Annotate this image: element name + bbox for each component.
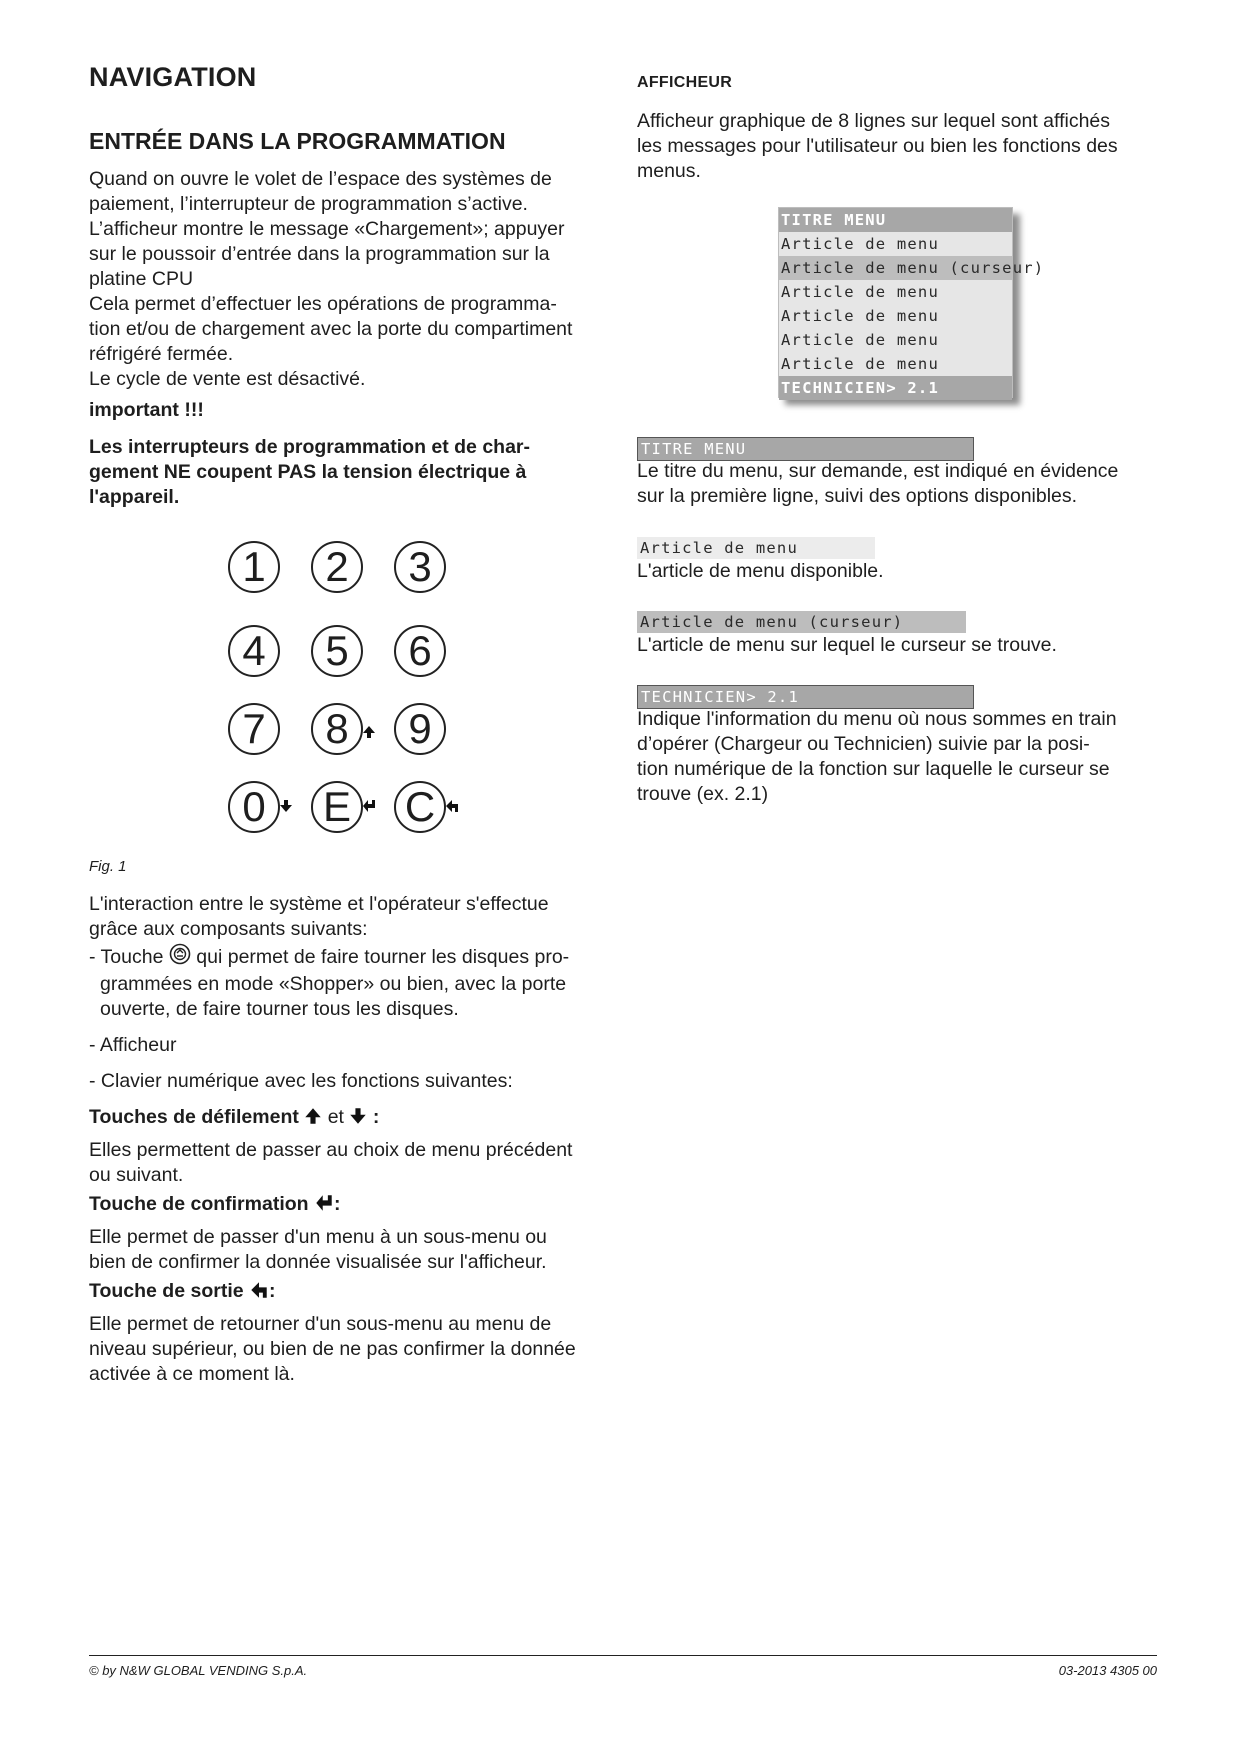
interaction-paragraph — [89, 892, 609, 942]
clavier-item: - Clavier numérique avec les fonctions suivantes: — [89, 1070, 513, 1092]
text-line: platine CPU — [89, 268, 194, 290]
text-line: tion et/ou de chargement avec la porte du compartiment — [89, 318, 573, 340]
shopper-icon — [169, 943, 191, 972]
lcd-title-row: TITRE MENU — [779, 208, 1012, 232]
text-line — [89, 943, 609, 972]
figure-caption: Fig. 1 — [89, 858, 127, 875]
text-line: L'interaction entre le système et l'opérateur s'effectue — [89, 893, 549, 915]
scroll-keys-description — [89, 1138, 609, 1188]
key-0: 0 — [228, 781, 280, 833]
text-line: réfrigéré fermée. — [89, 343, 234, 365]
arrow-up-icon — [304, 1107, 322, 1132]
confirm-key-heading — [89, 1192, 609, 1219]
exit-heading-colon: : — [269, 1280, 276, 1302]
text-line: ou suivant. — [89, 1164, 184, 1186]
text-line: Cela permet d’effectuer les opérations de programma- — [89, 293, 557, 315]
lcd-cursor-item: Article de menu (curseur) — [779, 256, 1012, 280]
text-line: menus. — [637, 160, 701, 182]
enter-icon — [314, 1194, 334, 1219]
important-label: important !!! — [89, 399, 204, 421]
text-line: tion numérique de la fonction sur laquelle le curseur se — [637, 758, 1110, 780]
item-sample: Article de menu — [637, 537, 875, 559]
text-line: activée à ce moment là. — [89, 1363, 295, 1385]
key-5: 5 — [311, 625, 363, 677]
exit-key-heading — [89, 1279, 609, 1306]
text-line: Le titre du menu, sur demande, est indiqué en évidence — [637, 460, 1119, 482]
lcd-status-row: TECHNICIEN> 2.1 — [779, 376, 1012, 400]
footer-copyright: © by N&W GLOBAL VENDING S.p.A. — [89, 1663, 308, 1678]
key-8: 8 — [311, 703, 363, 755]
key-4: 4 — [228, 625, 280, 677]
lcd-display — [778, 207, 1045, 398]
exit-heading-text: Touche de sortie — [89, 1280, 244, 1302]
text-line: Le cycle de vente est désactivé. — [89, 368, 366, 390]
warning-paragraph — [89, 435, 609, 510]
lcd-menu-item: Article de menu — [781, 235, 939, 253]
text-line: niveau supérieur, ou bien de ne pas confirmer la donnée — [89, 1338, 576, 1360]
key-2: 2 — [311, 541, 363, 593]
exit-key-description — [89, 1312, 609, 1387]
intro-paragraph — [89, 167, 609, 392]
page-title: NAVIGATION — [89, 62, 257, 92]
lcd-menu-item: Article de menu — [781, 307, 939, 325]
lcd-menu-item: Article de menu — [781, 355, 939, 373]
keypad-figure — [225, 540, 465, 850]
item-description: L'article de menu disponible. — [637, 560, 884, 582]
text-line: trouve (ex. 2.1) — [637, 783, 769, 805]
confirm-heading-colon: : — [334, 1193, 341, 1215]
touche-item — [89, 943, 609, 1022]
footer-divider — [89, 1655, 1157, 1656]
afficheur-intro — [637, 109, 1157, 184]
title-description — [637, 459, 1157, 509]
text-line: bien de confirmer la donnée visualisée sur l'afficheur. — [89, 1251, 547, 1273]
text-line: Elles permettent de passer au choix de menu précédent — [89, 1139, 573, 1161]
lcd-menu-item: Article de menu — [781, 283, 939, 301]
afficheur-heading: AFFICHEUR — [637, 74, 733, 91]
title-sample: TITRE MENU — [637, 437, 974, 461]
text-line: Quand on ouvre le volet de l’espace des systèmes de — [89, 168, 552, 190]
footer-document-code: 03-2013 4305 00 — [1058, 1663, 1157, 1678]
text-line: Elle permet de retourner d'un sous-menu au menu de — [89, 1313, 552, 1335]
back-arrow-icon — [249, 1281, 269, 1306]
text-line: gement NE coupent PAS la tension électrique à — [89, 461, 527, 483]
text-line: l'appareil. — [89, 486, 180, 508]
key-c: C — [394, 781, 446, 833]
scroll-heading-and: et — [327, 1106, 344, 1128]
text-line: sur la première ligne, suivi des options disponibles. — [637, 485, 1078, 507]
technician-sample: TECHNICIEN> 2.1 — [637, 685, 974, 709]
arrow-up-icon — [362, 725, 376, 743]
scroll-heading-text: Touches de défilement — [89, 1106, 299, 1128]
text-line: sur le poussoir d’entrée dans la programmation sur la — [89, 243, 550, 265]
back-arrow-icon — [445, 799, 459, 817]
text-line: L’afficheur montre le message «Chargement»; appuyer — [89, 218, 565, 240]
technician-description — [637, 707, 1157, 807]
key-7: 7 — [228, 703, 280, 755]
key-3: 3 — [394, 541, 446, 593]
left-column — [89, 62, 609, 510]
text-line: Afficheur graphique de 8 lignes sur lequel sont affichés — [637, 110, 1111, 132]
text-line: ouverte, de faire tourner tous les disques. — [100, 998, 459, 1020]
arrow-down-icon — [279, 799, 293, 817]
arrow-down-icon — [349, 1107, 367, 1132]
confirm-heading-text: Touche de confirmation — [89, 1193, 309, 1215]
text-line: paiement, l’interrupteur de programmation s’active. — [89, 193, 528, 215]
enter-icon — [362, 799, 376, 817]
section-title: ENTRÉE DANS LA PROGRAMMATION — [89, 128, 506, 154]
text-line: Les interrupteurs de programmation et de char- — [89, 436, 531, 458]
left-column-lower — [89, 858, 609, 1387]
key-1: 1 — [228, 541, 280, 593]
cursor-sample: Article de menu (curseur) — [637, 611, 966, 633]
afficheur-item: - Afficheur — [89, 1034, 177, 1056]
text-line: grâce aux composants suivants: — [89, 918, 368, 940]
touche-prefix: - Touche — [89, 946, 164, 968]
scroll-heading-colon: : — [372, 1106, 380, 1128]
text-line: d’opérer (Chargeur ou Technicien) suivie par la posi- — [637, 733, 1090, 755]
text-line: Indique l'information du menu où nous sommes en train — [637, 708, 1117, 730]
scroll-keys-heading — [89, 1105, 609, 1132]
right-column — [637, 62, 1157, 184]
text-line: les messages pour l'utilisateur ou bien les fonctions des — [637, 135, 1118, 157]
key-6: 6 — [394, 625, 446, 677]
lcd-menu-item: Article de menu — [781, 331, 939, 349]
key-e: E — [311, 781, 363, 833]
text-line: grammées en mode «Shopper» ou bien, avec la porte — [100, 973, 567, 995]
key-9: 9 — [394, 703, 446, 755]
cursor-description: L'article de menu sur lequel le curseur se trouve. — [637, 634, 1057, 656]
touche-text: qui permet de faire tourner les disques pro- — [196, 946, 570, 968]
text-line: Elle permet de passer d'un menu à un sous-menu ou — [89, 1226, 547, 1248]
confirm-key-description — [89, 1225, 609, 1275]
